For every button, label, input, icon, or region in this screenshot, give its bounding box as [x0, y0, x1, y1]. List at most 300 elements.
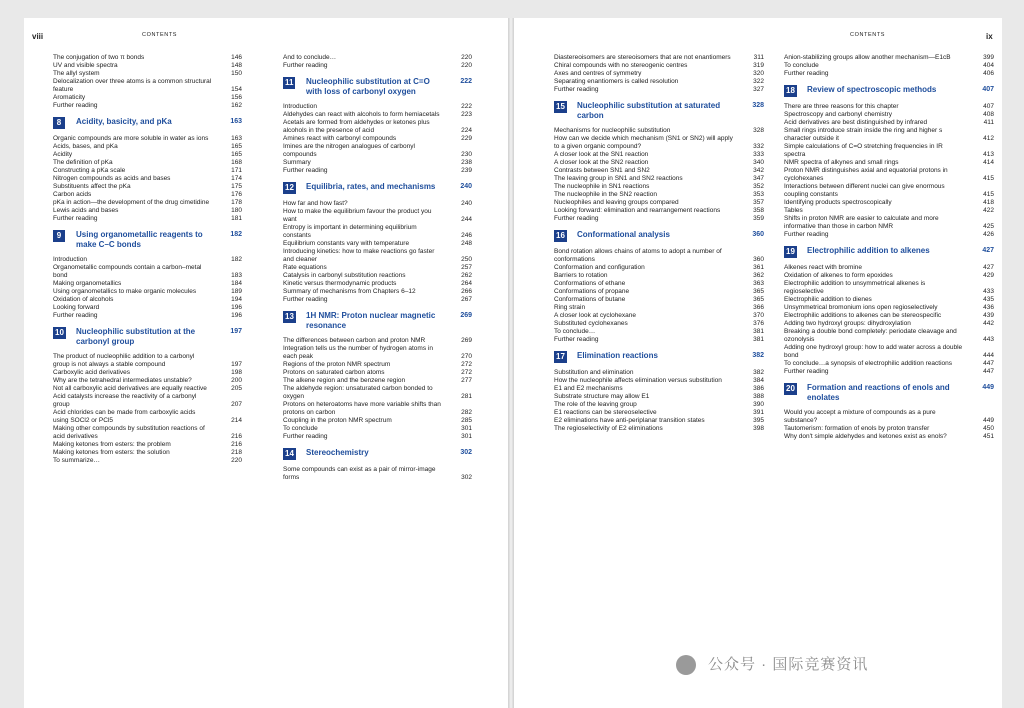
chapter-heading[interactable] [283, 77, 472, 97]
toc-entry[interactable] [784, 215, 994, 231]
entry-title: Breaking a double bond completely: periodate cleavage and ozonolysis [784, 328, 957, 343]
toc-entry[interactable] [53, 385, 242, 393]
toc-entry[interactable] [53, 353, 242, 369]
entry-page: 281 [461, 393, 472, 400]
watermark [672, 652, 1002, 678]
entry-page: 426 [983, 231, 994, 238]
entry-title: Electrophilic addition to dienes [784, 296, 872, 303]
entry-title: Introduction [283, 103, 317, 110]
toc-entry[interactable] [554, 296, 764, 304]
entry-page: 246 [461, 232, 472, 239]
entry-title: The definition of pKa [53, 159, 113, 166]
entry-page: 366 [753, 304, 764, 311]
entry-page: 239 [461, 167, 472, 174]
entry-page: 395 [753, 417, 764, 424]
toc-entry[interactable] [53, 183, 242, 191]
toc-entry[interactable] [784, 264, 994, 272]
chapter-heading[interactable] [554, 230, 764, 242]
toc-entry[interactable] [784, 328, 994, 344]
toc-entry[interactable] [554, 336, 764, 344]
entry-page: 433 [983, 288, 994, 295]
toc-entry[interactable] [53, 175, 242, 183]
entry-title: Making ketones from esters: the solution [53, 449, 170, 456]
toc-entry[interactable] [283, 103, 472, 111]
entry-title: Further reading [784, 231, 829, 238]
toc-entry[interactable] [784, 207, 994, 215]
chapter-number: 16 [556, 231, 565, 240]
entry-page: 154 [231, 86, 242, 93]
toc-entry[interactable] [283, 119, 472, 135]
entry-title: Further reading [53, 215, 98, 222]
chapter-page: 302 [460, 449, 472, 456]
entry-title: Further reading [53, 312, 98, 319]
toc-entry[interactable] [784, 231, 994, 239]
toc-entry[interactable] [53, 264, 242, 280]
toc-entry[interactable] [784, 167, 994, 183]
entry-page: 150 [231, 70, 242, 77]
toc-entry[interactable] [784, 199, 994, 207]
entry-title: Aldehydes can react with alcohols to form hemiacetals [283, 111, 440, 118]
entry-title: Nucleophiles and leaving groups compared [554, 199, 679, 206]
entry-page: 257 [461, 264, 472, 271]
entry-title: Carboxylic acid derivatives [53, 369, 130, 376]
toc-entry[interactable] [554, 159, 764, 167]
toc-entry[interactable] [554, 248, 764, 264]
entry-title: Acidity [53, 151, 73, 158]
chapter-heading[interactable] [554, 351, 764, 363]
toc-entry[interactable] [53, 312, 242, 320]
toc-entry[interactable] [554, 280, 764, 288]
entry-title: Introducing kinetics: how to make reactions go faster and cleaner [283, 248, 435, 263]
toc-entry[interactable] [53, 167, 242, 175]
toc-entry[interactable] [53, 288, 242, 296]
toc-entry[interactable] [283, 288, 472, 296]
entry-page: 333 [753, 151, 764, 158]
toc-entry[interactable] [283, 208, 472, 224]
toc-entry[interactable] [554, 70, 764, 78]
toc-entry[interactable] [554, 54, 764, 62]
toc-entry[interactable] [784, 280, 994, 296]
chapter-title: Electrophilic addition to alkenes [807, 246, 930, 255]
toc-entry[interactable] [784, 54, 994, 62]
entry-page: 184 [231, 280, 242, 287]
entry-page: 384 [753, 377, 764, 384]
toc-entry[interactable] [554, 304, 764, 312]
entry-page: 162 [231, 102, 242, 109]
toc-entry[interactable] [53, 70, 242, 78]
entry-page: 398 [753, 425, 764, 432]
entry-title: Oxidation of alkenes to form epoxides [784, 272, 893, 279]
toc-entry[interactable] [283, 240, 472, 248]
entry-page: 301 [461, 433, 472, 440]
entry-title: Making organometallics [53, 280, 122, 287]
entry-title: The regioselectivity of E2 eliminations [554, 425, 663, 432]
entry-page: 269 [461, 337, 472, 344]
entry-title: Ring strain [554, 304, 586, 311]
toc-entry[interactable] [53, 296, 242, 304]
entry-title: NMR spectra of alkynes and small rings [784, 159, 899, 166]
toc-entry[interactable] [283, 272, 472, 280]
entry-page: 412 [983, 135, 994, 142]
toc-entry[interactable] [53, 54, 242, 62]
entry-title: Separating enantiomers is called resolution [554, 78, 679, 85]
toc-entry[interactable] [554, 167, 764, 175]
chapter-heading[interactable] [554, 101, 764, 121]
toc-entry[interactable] [554, 207, 764, 215]
entry-title: Looking forward: elimination and rearrangement reactions [554, 207, 721, 214]
toc-entry[interactable] [53, 377, 242, 385]
toc-entry[interactable] [283, 62, 472, 70]
chapter-number: 19 [786, 247, 795, 256]
toc-entry[interactable] [784, 368, 994, 376]
toc-entry[interactable] [784, 119, 994, 127]
toc-entry[interactable] [53, 393, 242, 409]
toc-entry[interactable] [283, 167, 472, 175]
entry-page: 272 [461, 369, 472, 376]
toc-entry[interactable] [283, 361, 472, 369]
watermark-text: 公众号 · 国际竞赛资讯 [708, 656, 869, 673]
toc-entry[interactable] [784, 409, 994, 425]
entry-title: Summary [283, 159, 311, 166]
toc-entry[interactable] [53, 215, 242, 223]
toc-entry[interactable] [784, 344, 994, 360]
entry-title: Organometallic compounds contain a carbon–metal bond [53, 264, 202, 279]
chapter-title: 1H NMR: Proton nuclear magnetic resonance [306, 311, 436, 330]
toc-entry[interactable] [784, 183, 994, 199]
entry-page: 427 [983, 264, 994, 271]
toc-entry[interactable] [554, 86, 764, 94]
toc-entry[interactable] [53, 159, 242, 167]
entry-page: 165 [231, 143, 242, 150]
entry-page: 449 [983, 417, 994, 424]
toc-entry[interactable] [784, 304, 994, 312]
entry-title: Unsymmetrical bromonium ions open regioselectively [784, 304, 938, 311]
toc-entry[interactable] [554, 272, 764, 280]
entry-title: The nucleophile in SN1 reactions [554, 183, 650, 190]
toc-entry[interactable] [554, 199, 764, 207]
chapter-heading[interactable] [784, 85, 994, 97]
entry-page: 250 [461, 256, 472, 263]
entry-title: Acetals are formed from aldehydes or ketones plus alcohols in the presence of acid [283, 119, 430, 134]
toc-entry[interactable] [53, 62, 242, 70]
entry-title: Some compounds can exist as a pair of mirror-image forms [283, 466, 436, 481]
entry-page: 264 [461, 280, 472, 287]
toc-entry[interactable] [283, 401, 472, 417]
toc-entry[interactable] [283, 337, 472, 345]
toc-entry[interactable] [53, 409, 242, 425]
entry-page: 163 [231, 135, 242, 142]
entry-page: 175 [231, 183, 242, 190]
chapter-page: 360 [752, 231, 764, 238]
entry-title: Making other compounds by substitution reactions of acid derivatives [53, 425, 205, 440]
toc-entry[interactable] [784, 433, 994, 441]
toc-entry[interactable] [784, 312, 994, 320]
entry-page: 197 [231, 361, 242, 368]
toc-entry[interactable] [554, 409, 764, 417]
toc-entry[interactable] [53, 151, 242, 159]
entry-page: 442 [983, 320, 994, 327]
toc-entry[interactable] [53, 457, 242, 465]
entry-page: 422 [983, 207, 994, 214]
entry-page: 360 [753, 256, 764, 263]
toc-entry[interactable] [554, 417, 764, 425]
toc-entry[interactable] [554, 78, 764, 86]
entry-title: The role of the leaving group [554, 401, 637, 408]
entry-title: Equilibrium constants vary with temperature [283, 240, 410, 247]
entry-page: 358 [753, 207, 764, 214]
toc-entry[interactable] [53, 191, 242, 199]
toc-entry[interactable] [784, 320, 994, 328]
chapter-page: 407 [982, 86, 994, 93]
entry-title: Imines are the nitrogen analogues of carbonyl compounds [283, 143, 415, 158]
toc-entry[interactable] [554, 264, 764, 272]
entry-page: 451 [983, 433, 994, 440]
toc-entry[interactable] [784, 111, 994, 119]
chapter-number: 9 [53, 230, 65, 242]
entry-title: Rate equations [283, 264, 327, 271]
toc-entry[interactable] [784, 70, 994, 78]
entry-title: Acids, bases, and pKa [53, 143, 118, 150]
toc-entry[interactable] [283, 200, 472, 208]
chapter-page: 222 [460, 78, 472, 85]
toc-entry[interactable] [283, 111, 472, 119]
entry-title: Nitrogen compounds as acids and bases [53, 175, 171, 182]
entry-title: Substrate structure may allow E1 [554, 393, 650, 400]
toc-entry[interactable] [554, 215, 764, 223]
entry-page: 328 [753, 127, 764, 134]
toc-entry[interactable] [554, 369, 764, 377]
toc-entry[interactable] [283, 433, 472, 441]
entry-title: Further reading [283, 62, 328, 69]
toc-entry[interactable] [283, 345, 472, 361]
entry-page: 347 [753, 175, 764, 182]
chapter-heading[interactable] [784, 383, 994, 403]
entry-page: 450 [983, 425, 994, 432]
entry-page: 322 [753, 78, 764, 85]
entry-title: Aromaticity [53, 94, 86, 101]
toc-entry[interactable] [554, 62, 764, 70]
entry-page: 301 [461, 425, 472, 432]
toc-column [53, 54, 242, 465]
entry-page: 216 [231, 433, 242, 440]
entry-title: Regions of the proton NMR spectrum [283, 361, 391, 368]
chapter-heading[interactable] [53, 117, 242, 129]
chapter-title: Nucleophilic substitution at saturated carbon [577, 101, 721, 120]
entry-title: Amines react with carbonyl compounds [283, 135, 397, 142]
entry-title: To conclude…a synopsis of electrophilic addition reactions [784, 360, 953, 367]
toc-entry[interactable] [784, 143, 994, 159]
toc-entry[interactable] [283, 425, 472, 433]
toc-entry[interactable] [283, 296, 472, 304]
toc-entry[interactable] [53, 280, 242, 288]
chapter-title: Review of spectroscopic methods [807, 85, 937, 94]
entry-page: 214 [231, 417, 242, 424]
entry-page: 181 [231, 215, 242, 222]
toc-entry[interactable] [554, 393, 764, 401]
toc-entry[interactable] [283, 159, 472, 167]
chapter-page: 182 [230, 231, 242, 238]
entry-title: A closer look at the SN1 reaction [554, 151, 649, 158]
entry-page: 404 [983, 62, 994, 69]
toc-entry[interactable] [784, 296, 994, 304]
toc-entry[interactable] [784, 62, 994, 70]
entry-page: 240 [461, 200, 472, 207]
toc-entry[interactable] [53, 256, 242, 264]
entry-title: Tables [784, 207, 803, 214]
entry-title: Conformations of propane [554, 288, 630, 295]
entry-page: 262 [461, 272, 472, 279]
toc-entry[interactable] [283, 369, 472, 377]
toc-entry[interactable] [784, 360, 994, 368]
entry-page: 415 [983, 175, 994, 182]
entry-page: 386 [753, 385, 764, 392]
chapter-heading[interactable] [283, 311, 472, 331]
entry-page: 359 [753, 215, 764, 222]
entry-page: 220 [461, 54, 472, 61]
entry-title: Further reading [784, 70, 829, 77]
entry-page: 218 [231, 449, 242, 456]
chapter-title: Nucleophilic substitution at the carbonyl group [76, 327, 196, 346]
chapter-title: Acidity, basicity, and pKa [76, 117, 172, 126]
entry-title: Further reading [283, 167, 328, 174]
toc-entry[interactable] [554, 191, 764, 199]
toc-entry[interactable] [53, 143, 242, 151]
toc-entry[interactable] [784, 272, 994, 280]
chapter-page: 328 [752, 102, 764, 109]
entry-page: 411 [983, 119, 994, 126]
chapter-heading[interactable] [53, 230, 242, 250]
toc-entry[interactable] [554, 135, 764, 151]
entry-title: Tautomerism: formation of enols by proton transfer [784, 425, 930, 432]
entry-page: 361 [753, 264, 764, 271]
entry-page: 415 [983, 191, 994, 198]
entry-page: 194 [231, 296, 242, 303]
entry-title: Organic compounds are more soluble in water as ions [53, 135, 209, 142]
toc-entry[interactable] [53, 304, 242, 312]
toc-entry[interactable] [784, 159, 994, 167]
entry-page: 327 [753, 86, 764, 93]
entry-title: To conclude [784, 62, 819, 69]
toc-entry[interactable] [53, 94, 242, 102]
chapter-heading[interactable] [53, 327, 242, 347]
entry-title: Kinetic versus thermodynamic products [283, 280, 397, 287]
toc-entry[interactable] [283, 466, 472, 482]
entry-title: The aldehyde region: unsaturated carbon bonded to oxygen [283, 385, 433, 400]
entry-page: 413 [983, 151, 994, 158]
entry-title: The allyl system [53, 70, 100, 77]
toc-entry[interactable] [283, 377, 472, 385]
chapter-page: 427 [982, 247, 994, 254]
toc-entry[interactable] [554, 385, 764, 393]
toc-entry[interactable] [784, 127, 994, 143]
entry-title: Conformation and configuration [554, 264, 645, 271]
entry-title: To conclude [283, 425, 318, 432]
toc-entry[interactable] [283, 385, 472, 401]
entry-page: 381 [753, 328, 764, 335]
toc-entry[interactable] [554, 127, 764, 135]
chapter-number: 10 [55, 328, 64, 337]
toc-entry[interactable] [554, 175, 764, 183]
entry-page: 224 [461, 127, 472, 134]
entry-page: 418 [983, 199, 994, 206]
entry-page: 408 [983, 111, 994, 118]
entry-page: 148 [231, 62, 242, 69]
toc-entry[interactable] [554, 401, 764, 409]
toc-column [784, 54, 994, 441]
entry-page: 443 [983, 336, 994, 343]
toc-entry[interactable] [283, 264, 472, 272]
entry-page: 230 [461, 151, 472, 158]
entry-page: 189 [231, 288, 242, 295]
entry-page: 229 [461, 135, 472, 142]
toc-entry[interactable] [53, 441, 242, 449]
entry-title: Substituents affect the pKa [53, 183, 131, 190]
entry-title: Electrophilic additions to alkenes can be stereospecific [784, 312, 942, 319]
toc-entry[interactable] [283, 135, 472, 143]
entry-title: The conjugation of two π bonds [53, 54, 145, 61]
toc-entry[interactable] [554, 183, 764, 191]
toc-entry[interactable] [554, 328, 764, 336]
entry-page: 439 [983, 312, 994, 319]
entry-title: Proton NMR distinguishes axial and equatorial protons in cyclohexanes [784, 167, 948, 182]
entry-page: 407 [983, 103, 994, 110]
toc-entry[interactable] [554, 425, 764, 433]
toc-entry[interactable] [283, 417, 472, 425]
toc-entry[interactable] [554, 377, 764, 385]
toc-entry[interactable] [283, 248, 472, 264]
toc-entry[interactable] [554, 151, 764, 159]
toc-entry[interactable] [283, 54, 472, 62]
entry-title: Substituted cyclohexanes [554, 320, 628, 327]
entry-title: Electrophilic addition to unsymmetrical alkenes is regioselective [784, 280, 926, 295]
toc-entry[interactable] [283, 280, 472, 288]
chapter-heading[interactable] [283, 182, 472, 194]
toc-entry[interactable] [53, 199, 242, 207]
entry-title: Catalysis in carbonyl substitution reactions [283, 272, 406, 279]
entry-page: 205 [231, 385, 242, 392]
entry-title: Not all carboxylic acid derivatives are equally reactive [53, 385, 207, 392]
toc-entry[interactable] [554, 312, 764, 320]
entry-page: 340 [753, 159, 764, 166]
entry-title: Simple calculations of C=O stretching frequencies in IR spectra [784, 143, 943, 158]
chapter-page: 449 [982, 384, 994, 391]
entry-page: 165 [231, 151, 242, 158]
toc-entry[interactable] [53, 207, 242, 215]
toc-entry[interactable] [53, 369, 242, 377]
toc-entry[interactable] [784, 103, 994, 111]
chapter-heading[interactable] [784, 246, 994, 258]
toc-entry[interactable] [283, 143, 472, 159]
chapter-heading[interactable] [283, 448, 472, 460]
entry-page: 180 [231, 207, 242, 214]
toc-entry[interactable] [554, 320, 764, 328]
entry-page: 382 [753, 369, 764, 376]
entry-title: To summarize… [53, 457, 100, 464]
entry-title: Summary of mechanisms from Chapters 6–12 [283, 288, 416, 295]
entry-page: 406 [983, 70, 994, 77]
toc-entry[interactable] [53, 449, 242, 457]
toc-entry[interactable] [53, 425, 242, 441]
chapter-page: 382 [752, 352, 764, 359]
entry-title: pKa in action—the development of the drug cimetidine [53, 199, 210, 206]
entry-title: The nucleophile in the SN2 reaction [554, 191, 657, 198]
toc-entry[interactable] [53, 78, 242, 94]
toc-entry[interactable] [554, 288, 764, 296]
toc-entry[interactable] [283, 224, 472, 240]
toc-entry[interactable] [53, 102, 242, 110]
toc-entry[interactable] [784, 425, 994, 433]
toc-entry[interactable] [53, 135, 242, 143]
